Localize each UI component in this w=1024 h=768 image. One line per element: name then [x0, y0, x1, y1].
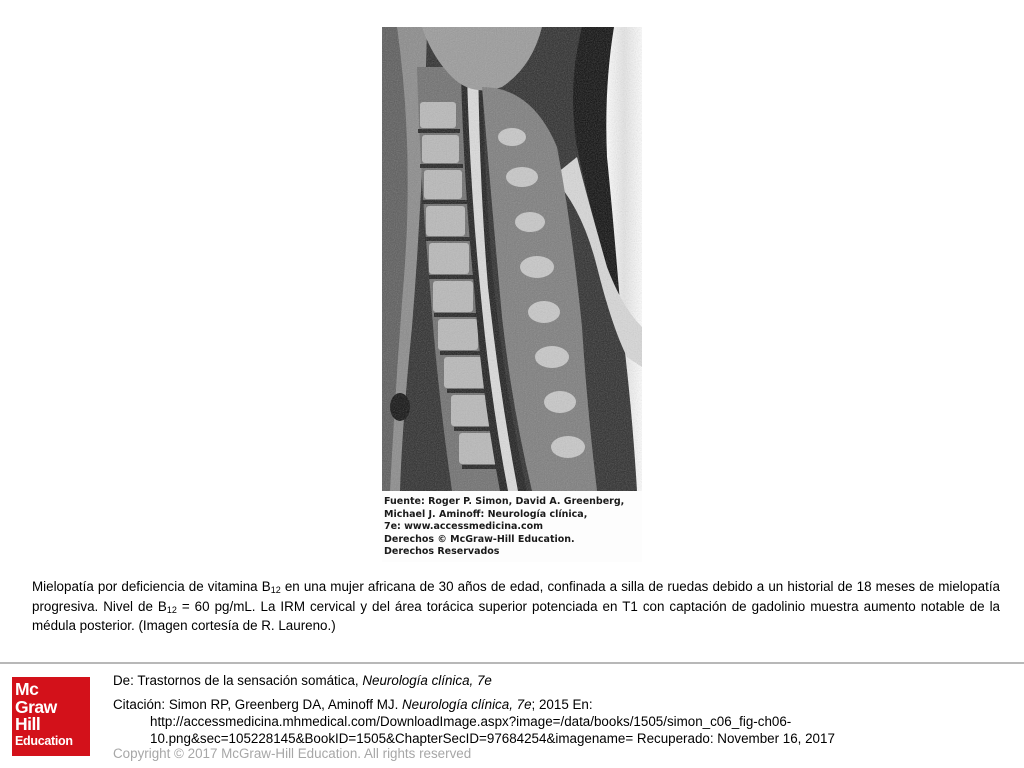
source-chapter	[113, 672, 492, 690]
mcgraw-hill-logo	[12, 677, 90, 756]
footer-divider	[0, 662, 1024, 664]
citation-prefix: Citación: Simon RP, Greenberg DA, Aminoff MJ.	[113, 697, 403, 712]
source-line: Derechos © McGraw-Hill Education.	[384, 533, 575, 545]
source-line: Fuente: Roger P. Simon, David A. Greenberg,	[384, 496, 625, 507]
logo-line: Education	[15, 733, 73, 748]
mri-spine-image	[382, 27, 642, 491]
logo-line: Mc	[15, 679, 39, 699]
source-line: Derechos Reservados	[384, 546, 500, 557]
copyright-notice: Copyright © 2017 McGraw-Hill Education. All rights reserved	[113, 746, 472, 761]
from-prefix: De: Trastornos de la sensación somática,	[113, 673, 363, 688]
source-line: 7e: www.accessmedicina.com	[384, 521, 544, 532]
caption-subscript: 12	[270, 585, 281, 595]
figure-caption	[32, 577, 1000, 636]
citation-url: http://accessmedicina.mhmedical.com/DownloadImage.aspx?image=/data/books/1505/simon_c06_fig-ch06-	[150, 714, 792, 729]
source-line: Michael J. Aminoff: Neurología clínica,	[384, 508, 588, 520]
citation-book-title: Neurología clínica, 7e	[402, 697, 532, 712]
source-note	[382, 491, 642, 562]
citation-url-cont: 10.png&sec=105228145&BookID=1505&ChapterSecID=97684254&imagename= Recuperado: November 16, 2017	[150, 731, 835, 746]
figure	[382, 27, 642, 562]
from-book-title: Neurología clínica, 7e	[362, 673, 492, 688]
logo-line: Hill	[15, 714, 41, 734]
caption-text: = 60 pg/mL. La IRM cervical y del área torácica superior potenciada en T1 con captación de gadolinio muestra aumento notable de la médula posterior. (Imagen cortesía de R. Laureno.)	[32, 598, 1000, 633]
caption-subscript: 12	[166, 604, 177, 615]
logo-line: Graw	[15, 696, 57, 717]
citation-suffix: ; 2015 En:	[531, 697, 593, 712]
citation	[113, 696, 835, 747]
caption-text: en una mujer africana de 30 años de edad, confinada a silla de ruedas debido a un historial de 18 meses de mielopatía progresiva. Nivel de B	[32, 579, 1000, 614]
caption-text: Mielopatía por deficiencia de vitamina B	[32, 579, 271, 594]
